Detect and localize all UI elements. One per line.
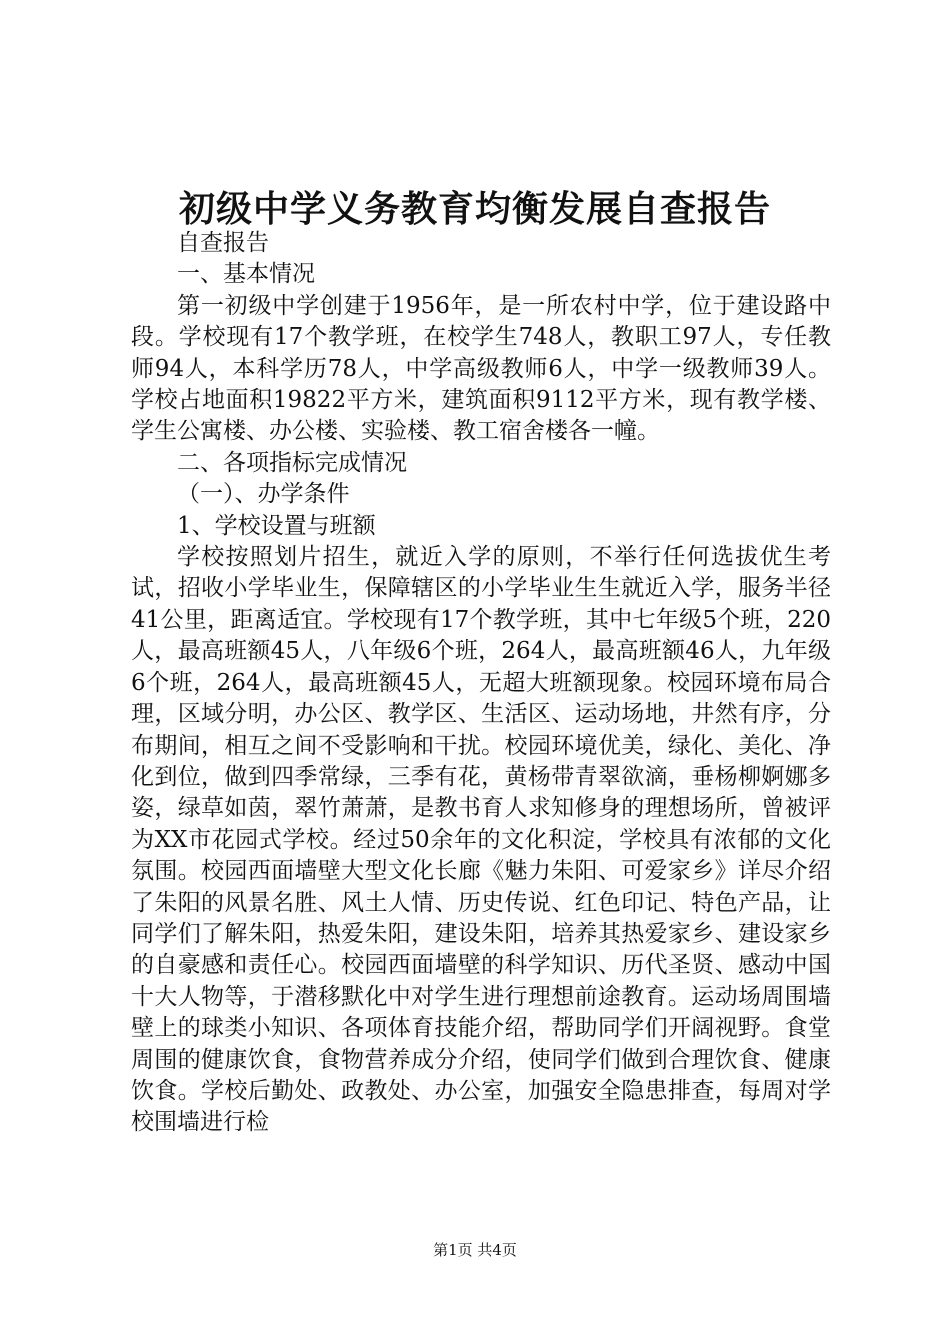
paragraph-school-setup: 学校按照划片招生，就近入学的原则，不举行任何选拔优生考试，招收小学毕业生，保障辖区的小学毕业生生就近入学，服务半径41公里，距离适宜。学校现有17个教学班，其中七年级5个班，220人，最高班额45人，八年级6个班，264人，最高班额46人，九年级6个班，264人，最高班额45人，无超大班额现象。校园环境布局合理，区域分明，办公区、教学区、生活区、运动场地，井然有序，分布期间，相互之间不受影响和干扰。校园环境优美，绿化、美化、净化到位，做到四季常绿，三季有花，黄杨带青翠欲滴，垂杨柳婀娜多姿，绿草如茵，翠竹萧萧，是教书育人求知修身的理想场所，曾被评为XX市花园式学校。经过50余年的文化积淀，学校具有浓郁的文化氛围。校园西面墙壁大型文化长廊《魅力朱阳、可爱家乡》详尽介绍了朱阳的风景名胜、风土人情、历史传说、红色印记、特色产品，让同学们了解朱阳，热爱朱阳，建设朱阳，培养其热爱家乡、建设家乡的自豪感和责任心。校园西面墙壁的科学知识、历代圣贤、感动中国十大人物等，于潜移默化中对学生进行理想前途教育。运动场周围墙壁上的球类小知识、各项体育技能介绍，帮助同学们开阔视野。食堂周围的健康饮食，食物营养成分介绍，使同学们做到合理饮食、健康饮食。学校后勤处、政教处、办公室，加强安全隐患排查，每周对学校围墙进行检 xyxy=(131,544,831,1136)
page-footer: 第1页 共4页 xyxy=(433,1241,517,1259)
paragraph-report-label: 自查报告 xyxy=(177,230,269,256)
heading-school-setup-class-size: 1、学校设置与班额 xyxy=(177,512,376,539)
paragraph-basic-situation: 第一初级中学创建于1956年，是一所农村中学，位于建设路中段。学校现有17个教学班，在校学生748人，教职工97人，专任教师94人，本科学历78人，中学高级教师6人，中学一级教师39人。学校占地面积19822平方米，建筑面积9112平方米，现有教学楼、学生公寓楼、办公楼、实验楼、教工宿舍楼各一幢。 xyxy=(131,292,831,445)
document-body xyxy=(131,228,831,1139)
document-title: 初级中学义务教育均衡发展自查报告 xyxy=(178,188,771,230)
heading-school-conditions: （一）、办学条件 xyxy=(177,481,350,508)
heading-basic-situation: 一、基本情况 xyxy=(177,261,315,288)
heading-indicator-completion: 二、各项指标完成情况 xyxy=(177,449,407,476)
